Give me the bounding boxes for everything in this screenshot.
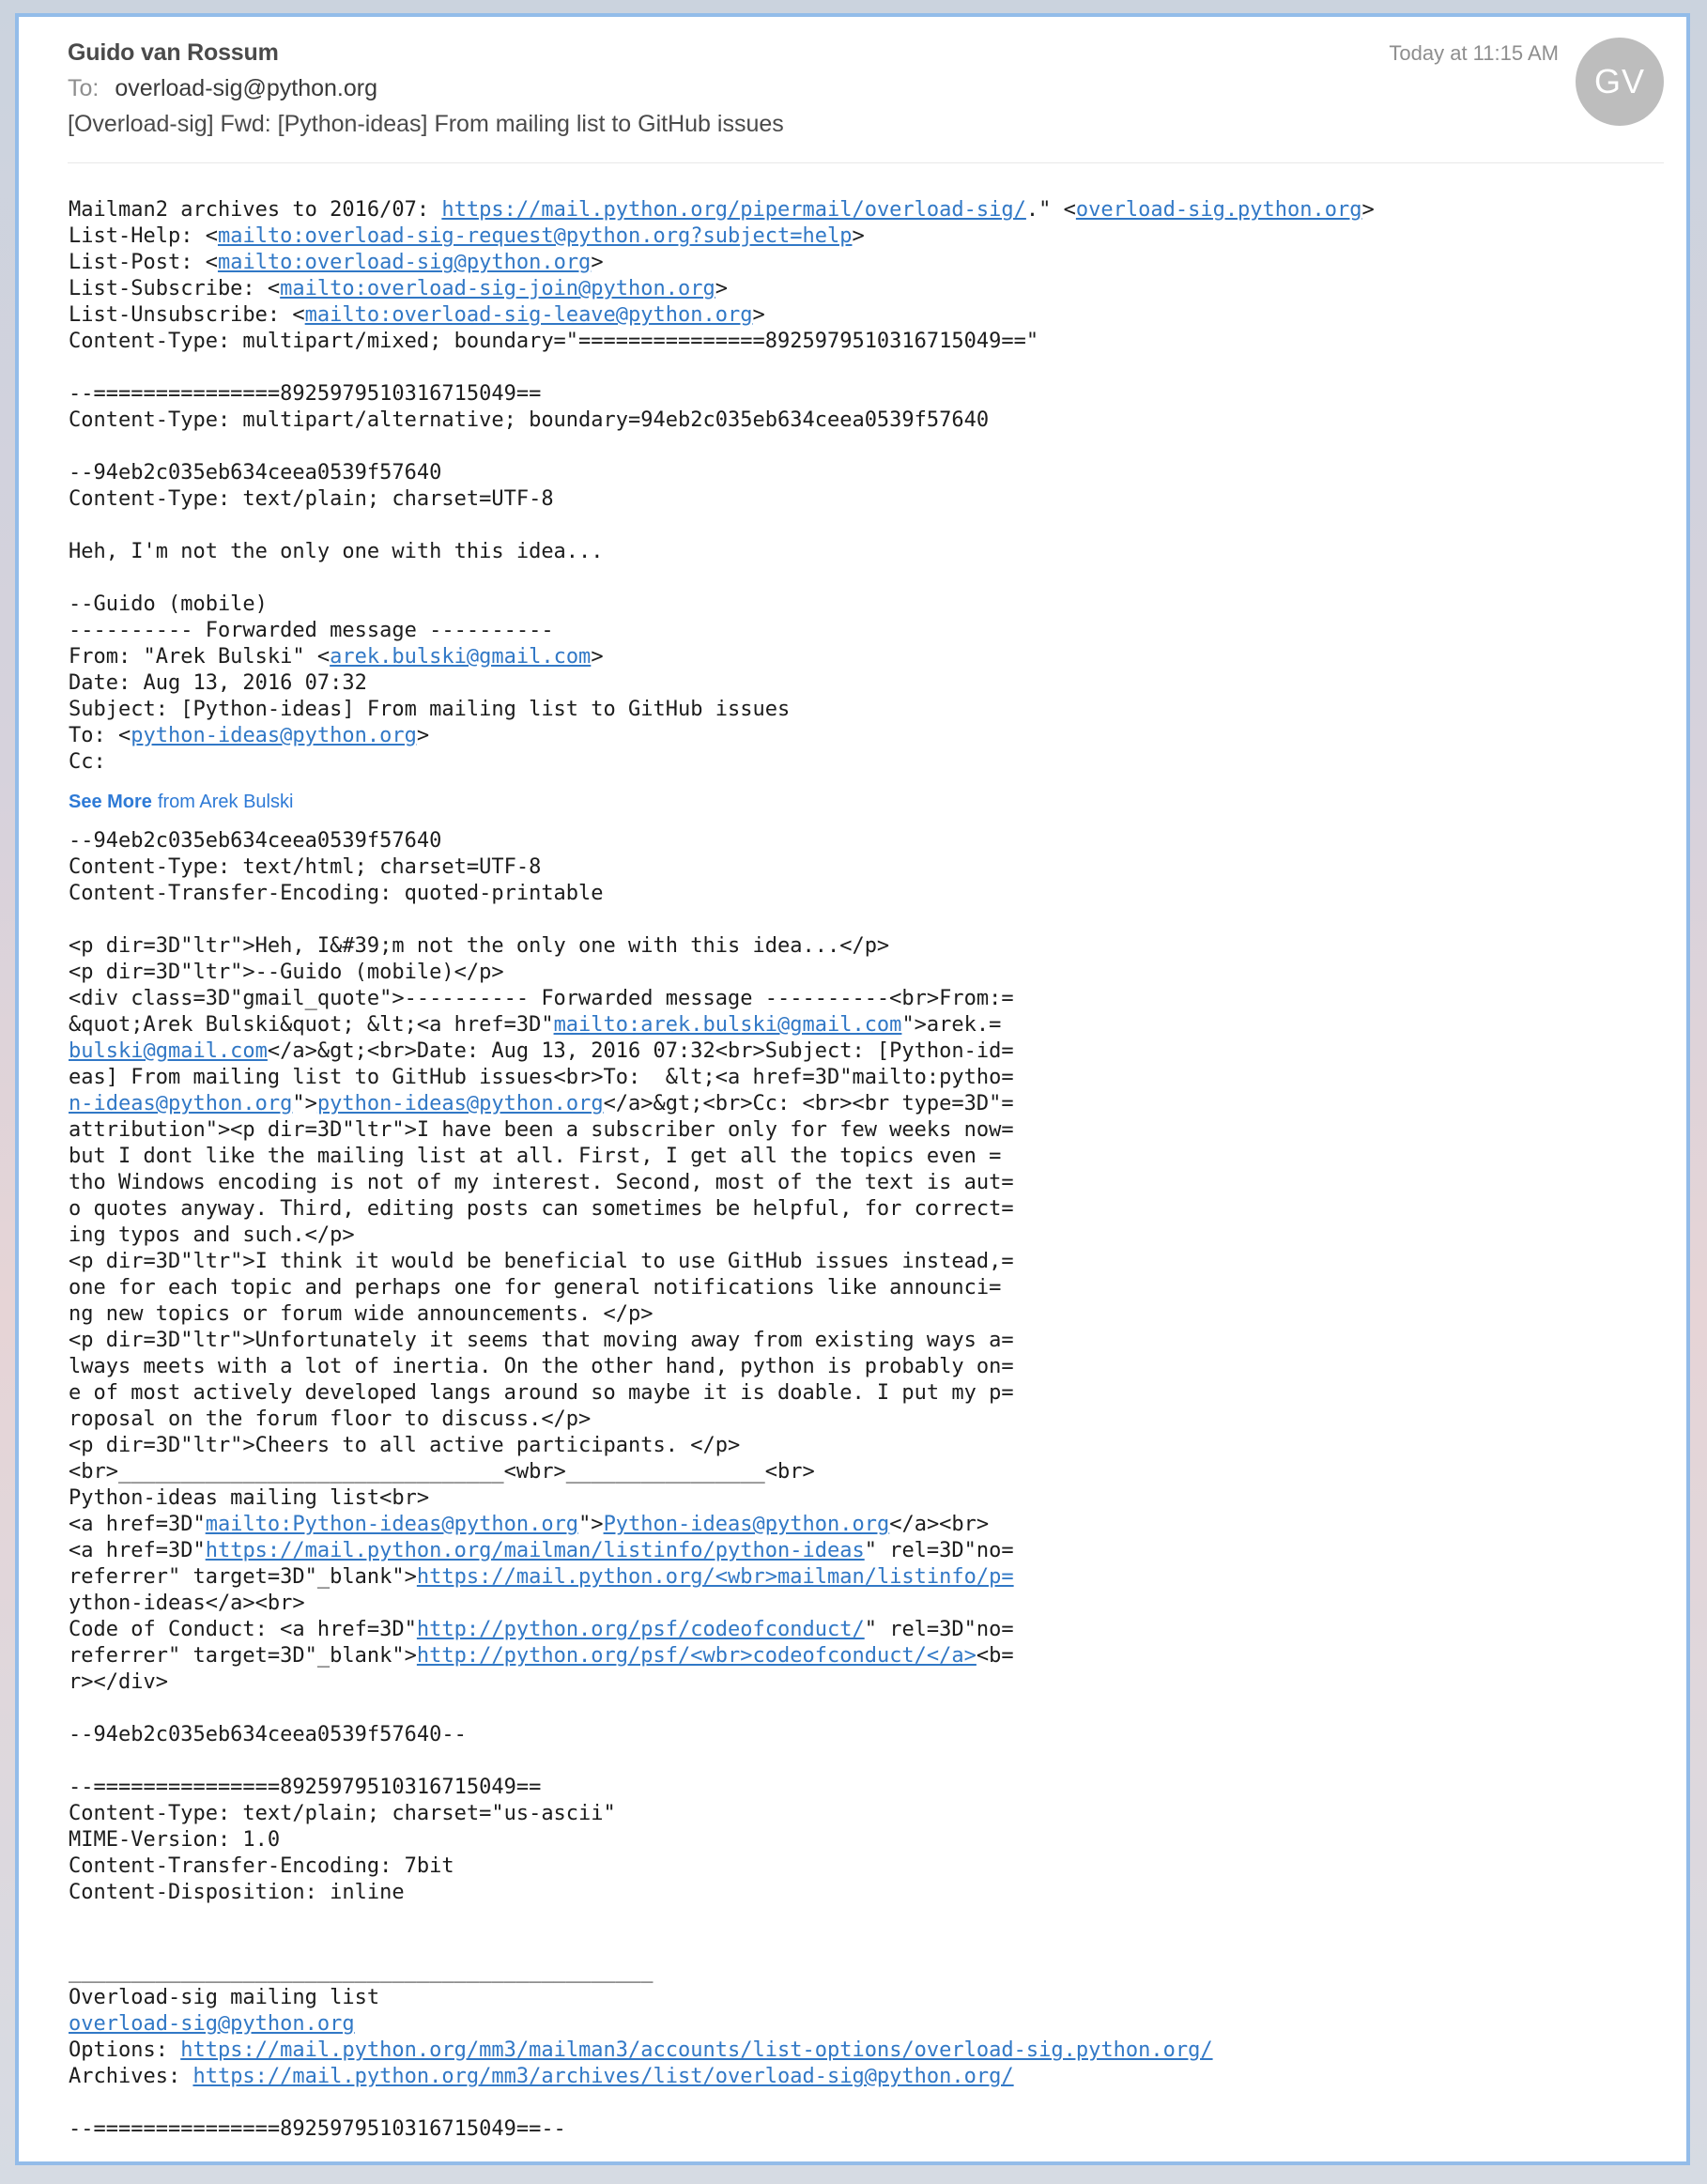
body-text: <a href=3D"	[69, 1539, 206, 1562]
body-text: From: "Arek Bulski" <	[69, 645, 331, 669]
body-text: Python-ideas mailing list<br>	[69, 1486, 430, 1510]
body-link[interactable]: https://mail.python.org/<wbr>mailman/listinfo/p=	[416, 1565, 1014, 1589]
body-text: _______________________________________________	[69, 1960, 654, 1983]
body-text: ." <	[1025, 198, 1076, 222]
body-text: List-Unsubscribe: <	[69, 303, 305, 327]
body-text-upper	[69, 197, 1658, 776]
body-line	[69, 486, 1658, 513]
body-line	[69, 1722, 1658, 1748]
body-text: ">	[578, 1513, 604, 1536]
body-link[interactable]: mailto:Python-ideas@python.org	[205, 1513, 579, 1536]
body-text: List-Help: <	[69, 224, 218, 248]
body-line	[69, 1433, 1658, 1459]
body-link[interactable]: python-ideas@python.org	[316, 1092, 604, 1115]
message-subject: [Overload-sig] Fwd: [Python-ideas] From mailing list to GitHub issues	[68, 111, 784, 137]
body-text: " rel=3D"no=	[864, 1618, 1014, 1641]
body-text: Mailman2 archives to 2016/07:	[69, 198, 442, 222]
body-text: e of most actively developed langs around so maybe it is doable. I put my p=	[69, 1381, 1014, 1405]
body-line	[69, 618, 1658, 644]
body-line	[69, 2011, 1658, 2038]
see-more-sender: from Arek Bulski	[157, 792, 294, 812]
body-line	[69, 565, 1658, 592]
body-text: Cc:	[69, 750, 106, 774]
body-link[interactable]: overload-sig.python.org	[1075, 198, 1362, 222]
body-line	[69, 1512, 1658, 1538]
body-text: >	[852, 224, 865, 248]
body-text: <p dir=3D"ltr">Unfortunately it seems that moving away from existing ways a=	[69, 1329, 1014, 1352]
body-line	[69, 1985, 1658, 2011]
body-line	[69, 1301, 1658, 1328]
body-text: Content-Type: text/plain; charset="us-ascii"	[69, 1802, 616, 1825]
body-line	[69, 1354, 1658, 1380]
body-line	[69, 1959, 1658, 1985]
body-link[interactable]: mailto:overload-sig@python.org	[217, 251, 592, 274]
body-line	[69, 1932, 1658, 1959]
body-line	[69, 1170, 1658, 1196]
body-line	[69, 223, 1658, 250]
body-link[interactable]: python-ideas@python.org	[131, 724, 417, 747]
body-text: Content-Type: multipart/mixed; boundary="===============8925979510316715049=="	[69, 330, 1039, 353]
body-line	[69, 644, 1658, 670]
message-header	[19, 17, 1686, 167]
body-text: --94eb2c035eb634ceea0539f57640	[69, 829, 442, 853]
body-line	[69, 1748, 1658, 1775]
body-line	[69, 828, 1658, 854]
body-line	[69, 670, 1658, 697]
avatar: GV	[1576, 38, 1664, 126]
body-text: Subject: [Python-ideas] From mailing list to GitHub issues	[69, 698, 791, 721]
body-line	[69, 1906, 1658, 1932]
body-line	[69, 1012, 1658, 1038]
body-line	[69, 1196, 1658, 1223]
body-text: Content-Disposition: inline	[69, 1881, 405, 1904]
body-text: roposal on the forum floor to discuss.</p>	[69, 1407, 592, 1431]
body-text: MIME-Version: 1.0	[69, 1828, 281, 1852]
body-line	[69, 1564, 1658, 1591]
body-line	[69, 592, 1658, 618]
body-line	[69, 355, 1658, 381]
body-text: ing typos and such.</p>	[69, 1223, 355, 1247]
body-line	[69, 1275, 1658, 1301]
body-text: Heh, I'm not the only one with this idea...	[69, 540, 604, 563]
body-line	[69, 197, 1658, 223]
body-text: >	[416, 724, 430, 747]
see-more-button[interactable]: See More	[69, 792, 152, 812]
body-line	[69, 723, 1658, 749]
body-line	[69, 1485, 1658, 1512]
body-line	[69, 697, 1658, 723]
body-text: <a href=3D"	[69, 1513, 206, 1536]
body-text: but I dont like the mailing list at all. First, I get all the topics even =	[69, 1145, 1002, 1168]
body-text: </a>&gt;<br>Date: Aug 13, 2016 07:32<br>Subject: [Python-id=	[267, 1039, 1014, 1063]
body-link[interactable]: mailto:overload-sig-join@python.org	[280, 277, 715, 300]
body-text: >	[752, 303, 765, 327]
recipient-line	[68, 75, 377, 102]
body-text: " rel=3D"no=	[864, 1539, 1014, 1562]
body-link[interactable]: https://mail.python.org/pipermail/overload-sig/	[441, 198, 1026, 222]
body-line	[69, 2038, 1658, 2064]
body-text: --===============8925979510316715049==--	[69, 2117, 566, 2141]
body-text: referrer" target=3D"_blank">	[69, 1565, 417, 1589]
recipient-address[interactable]: overload-sig@python.org	[115, 75, 378, 101]
body-text: <p dir=3D"ltr">--Guido (mobile)</p>	[69, 961, 504, 984]
body-line	[69, 2064, 1658, 2090]
body-line	[69, 749, 1658, 776]
body-text: Content-Type: multipart/alternative; boundary=94eb2c035eb634ceea0539f57640	[69, 408, 990, 432]
body-line	[69, 460, 1658, 486]
body-line	[69, 986, 1658, 1012]
body-text: lways meets with a lot of inertia. On the other hand, python is probably on=	[69, 1355, 1014, 1378]
to-label: To:	[68, 75, 100, 101]
body-line	[69, 1853, 1658, 1880]
body-line	[69, 513, 1658, 539]
body-text: tho Windows encoding is not of my interest. Second, most of the text is aut=	[69, 1171, 1014, 1194]
body-line	[69, 933, 1658, 960]
body-text: To: <	[69, 724, 131, 747]
body-line	[69, 276, 1658, 302]
body-text: eas] From mailing list to GitHub issues<br>To: &lt;<a href=3D"mailto:pytho=	[69, 1066, 1014, 1089]
body-line	[69, 960, 1658, 986]
body-text: ">	[292, 1092, 317, 1115]
header-divider	[68, 162, 1664, 163]
see-more-row	[69, 776, 1658, 828]
body-line	[69, 1407, 1658, 1433]
body-line	[69, 2090, 1658, 2116]
body-link[interactable]: https://mail.python.org/mailman/listinfo/python-ideas	[205, 1539, 865, 1562]
body-text: &quot;Arek Bulski&quot; &lt;<a href=3D"	[69, 1013, 554, 1037]
sender-name[interactable]: Guido van Rossum	[68, 39, 279, 66]
body-line	[69, 408, 1658, 434]
body-line	[69, 1696, 1658, 1722]
body-line	[69, 1591, 1658, 1617]
email-window	[15, 13, 1690, 2165]
body-line	[69, 881, 1658, 907]
body-line	[69, 854, 1658, 881]
body-line	[69, 1880, 1658, 1906]
body-text: Overload-sig mailing list	[69, 1986, 380, 2009]
body-line	[69, 1328, 1658, 1354]
body-text: --===============8925979510316715049==	[69, 382, 542, 406]
body-line	[69, 329, 1658, 355]
body-link[interactable]: n-ideas@python.org	[69, 1092, 293, 1115]
body-text: Archives:	[69, 2065, 193, 2088]
body-line	[69, 1380, 1658, 1407]
body-line	[69, 1223, 1658, 1249]
body-text: Options:	[69, 2038, 181, 2062]
body-text: <br>_______________________________<wbr>________________<br>	[69, 1460, 815, 1484]
body-line	[69, 250, 1658, 276]
body-text: <div class=3D"gmail_quote">---------- Forwarded message ----------<br>From:=	[69, 987, 1014, 1010]
body-text: r></div>	[69, 1670, 168, 1694]
body-text: </a><br>	[889, 1513, 990, 1536]
body-text: --94eb2c035eb634ceea0539f57640--	[69, 1723, 467, 1746]
body-line	[69, 1617, 1658, 1643]
body-text: Code of Conduct: <a href=3D"	[69, 1618, 417, 1641]
body-text: <p dir=3D"ltr">I think it would be beneficial to use GitHub issues instead,=	[69, 1250, 1014, 1273]
body-text: referrer" target=3D"_blank">	[69, 1644, 417, 1668]
body-line	[69, 2116, 1658, 2143]
body-text: --94eb2c035eb634ceea0539f57640	[69, 461, 442, 484]
body-text: >	[715, 277, 729, 300]
body-line	[69, 1669, 1658, 1696]
body-link[interactable]: mailto:overload-sig-leave@python.org	[304, 303, 753, 327]
body-text: --===============8925979510316715049==	[69, 1776, 542, 1799]
body-line	[69, 539, 1658, 565]
body-line	[69, 1038, 1658, 1065]
body-link[interactable]: http://python.org/psf/codeofconduct/	[416, 1618, 865, 1641]
body-text: ">arek.=	[901, 1013, 1002, 1037]
body-text: ython-ideas</a><br>	[69, 1592, 305, 1615]
body-text: Date: Aug 13, 2016 07:32	[69, 671, 367, 695]
body-line	[69, 1827, 1658, 1853]
body-text: >	[591, 645, 604, 669]
body-link[interactable]: arek.bulski@gmail.com	[330, 645, 592, 669]
body-line	[69, 381, 1658, 408]
body-text: ---------- Forwarded message ----------	[69, 619, 554, 642]
body-link[interactable]: overload-sig@python.org	[69, 2012, 355, 2036]
body-line	[69, 1144, 1658, 1170]
body-link[interactable]: mailto:overload-sig-request@python.org?subject=help	[217, 224, 853, 248]
body-line	[69, 907, 1658, 933]
body-line	[69, 1643, 1658, 1669]
body-text: Content-Transfer-Encoding: quoted-printable	[69, 882, 604, 905]
body-link[interactable]: mailto:arek.bulski@gmail.com	[553, 1013, 902, 1037]
body-line	[69, 1801, 1658, 1827]
body-link[interactable]: https://mail.python.org/mm3/mailman3/accounts/list-options/overload-sig.python.org/	[180, 2038, 1213, 2062]
body-text: attribution"><p dir=3D"ltr">I have been a subscriber only for few weeks now=	[69, 1118, 1014, 1142]
body-text: List-Post: <	[69, 251, 218, 274]
body-text: <p dir=3D"ltr">Cheers to all active participants. </p>	[69, 1434, 741, 1457]
body-line	[69, 1249, 1658, 1275]
body-text: Content-Type: text/plain; charset=UTF-8	[69, 487, 554, 511]
body-line	[69, 1538, 1658, 1564]
body-link[interactable]: https://mail.python.org/mm3/archives/list/overload-sig@python.org/	[192, 2065, 1014, 2088]
body-text: <p dir=3D"ltr">Heh, I&#39;m not the only one with this idea...</p>	[69, 934, 890, 958]
body-text: <b=	[976, 1644, 1014, 1668]
body-line	[69, 1065, 1658, 1091]
body-link[interactable]: Python-ideas@python.org	[603, 1513, 890, 1536]
body-text: >	[591, 251, 604, 274]
body-link[interactable]: http://python.org/psf/<wbr>codeofconduct/</a>	[416, 1644, 977, 1668]
message-body	[69, 197, 1658, 2143]
body-line	[69, 1091, 1658, 1117]
body-text: ng new topics or forum wide announcements. </p>	[69, 1302, 654, 1326]
body-line	[69, 1117, 1658, 1144]
body-text: </a>&gt;<br>Cc: <br><br type=3D"=	[603, 1092, 1014, 1115]
body-text: --Guido (mobile)	[69, 592, 268, 616]
body-text: List-Subscribe: <	[69, 277, 281, 300]
body-text: o quotes anyway. Third, editing posts can sometimes be helpful, for correct=	[69, 1197, 1014, 1221]
body-text-lower	[69, 828, 1658, 2143]
message-timestamp: Today at 11:15 AM	[1389, 41, 1559, 65]
body-text: Content-Transfer-Encoding: 7bit	[69, 1854, 454, 1878]
body-text: Content-Type: text/html; charset=UTF-8	[69, 855, 542, 879]
body-line	[69, 434, 1658, 460]
body-link[interactable]: bulski@gmail.com	[69, 1039, 268, 1063]
body-line	[69, 1459, 1658, 1485]
body-line	[69, 1775, 1658, 1801]
body-line	[69, 302, 1658, 329]
body-text: >	[1361, 198, 1375, 222]
body-text: one for each topic and perhaps one for general notifications like announci=	[69, 1276, 1002, 1300]
